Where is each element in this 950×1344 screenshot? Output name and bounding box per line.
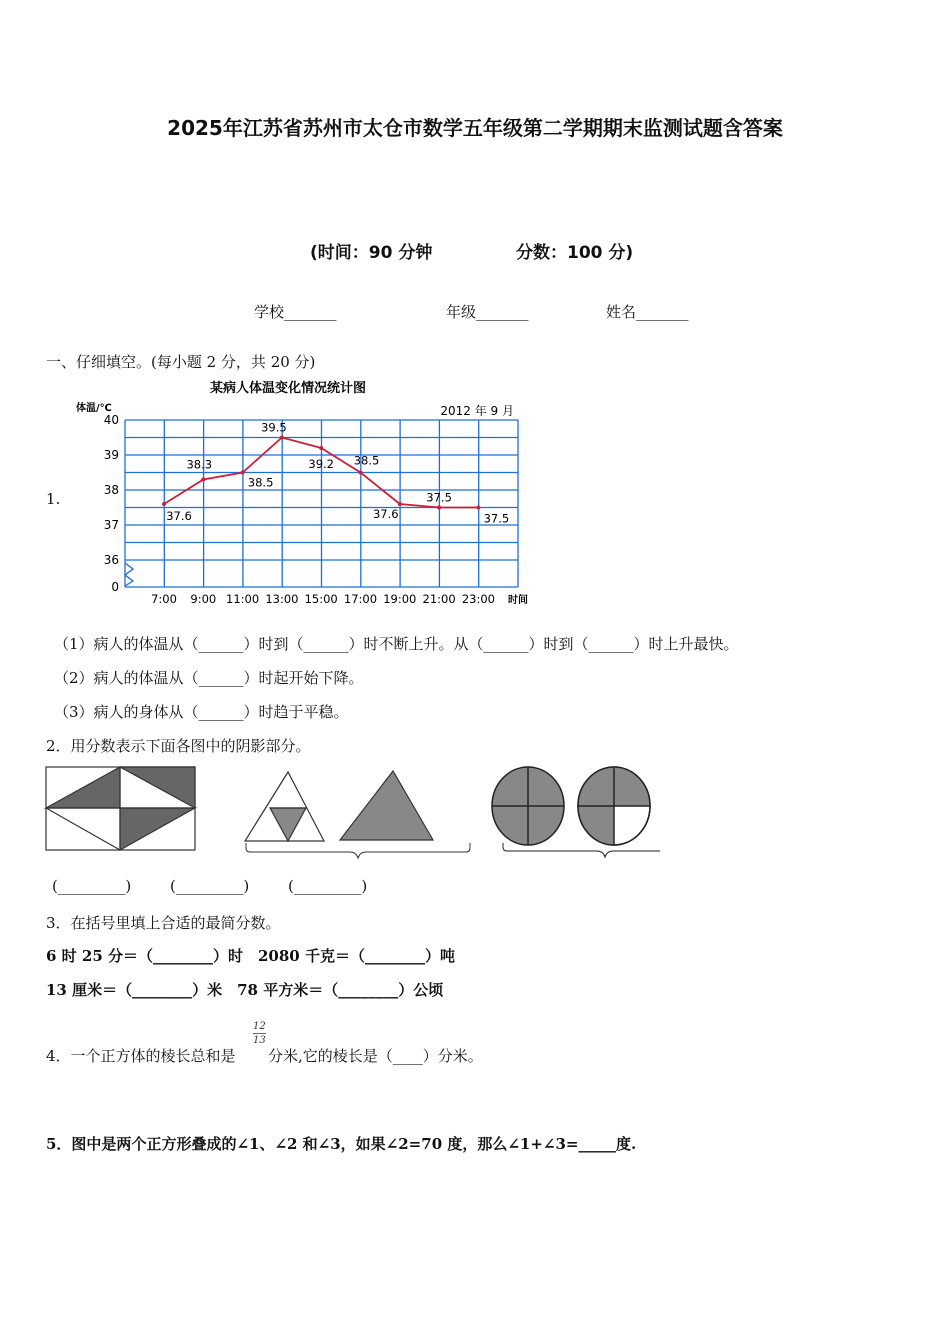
q3-line-2: 13 厘米＝（________）米 78 平方米＝（________）公顷 bbox=[46, 981, 444, 999]
q4-text-before: 4．一个正方体的棱长总和是 bbox=[46, 1047, 236, 1065]
q2-blank-3[interactable]: (_________) bbox=[288, 877, 368, 895]
y-tick-label: 0 bbox=[111, 580, 119, 594]
data-label: 37.5 bbox=[426, 490, 452, 505]
q5-text: 5．图中是两个正方形叠成的∠1、∠2 和∠3，如果∠2=70 度，那么∠1+∠3=_____度. bbox=[46, 1135, 637, 1153]
data-point bbox=[359, 471, 363, 475]
q1-sub-3: （3）病人的身体从（______）时趋于平稳。 bbox=[54, 703, 349, 721]
data-point bbox=[476, 506, 480, 510]
data-point bbox=[437, 506, 441, 510]
time-label: (时间：90 分钟 bbox=[310, 243, 433, 263]
triangle-figures bbox=[245, 771, 470, 858]
x-tick-label: 19:00 bbox=[383, 592, 417, 606]
data-point bbox=[398, 502, 402, 506]
data-point bbox=[241, 471, 245, 475]
x-tick-label: 7:00 bbox=[151, 592, 177, 606]
fraction-numerator: 12 bbox=[253, 1021, 266, 1032]
x-axis-label: 时间 bbox=[508, 595, 528, 606]
score-label: 分数：100 分) bbox=[516, 243, 634, 263]
q4-fraction bbox=[253, 1020, 266, 1047]
x-tick-label: 9:00 bbox=[190, 592, 217, 606]
page-title: 2025年江苏省苏州市太仓市数学五年级第二学期期末监测试题含答案 bbox=[167, 116, 783, 140]
q4-text-after: 分米,它的棱长是（____）分米。 bbox=[268, 1047, 483, 1065]
data-label: 39.2 bbox=[308, 457, 335, 471]
y-tick-label: 39 bbox=[103, 448, 119, 462]
q3-line-1: 6 时 25 分＝（________）时 2080 千克＝（________）吨 bbox=[46, 947, 455, 965]
grade-field: 年级_______ bbox=[446, 303, 529, 321]
temperature-chart bbox=[0, 0, 950, 620]
data-label: 37.5 bbox=[483, 511, 510, 526]
q1-sub-1: （1）病人的体温从（______）时到（______）时不断上升。从（______）时到（______）时上升最快。 bbox=[54, 635, 739, 653]
y-tick-label: 36 bbox=[103, 553, 119, 567]
chart-title: 某病人体温变化情况统计图 bbox=[209, 381, 367, 396]
x-tick-label: 11:00 bbox=[226, 592, 260, 606]
axis-break-mark bbox=[125, 563, 133, 586]
section-heading: 一、仔细填空。(每小题 2 分，共 20 分) bbox=[46, 353, 316, 371]
x-tick-label: 15:00 bbox=[304, 592, 338, 606]
fraction-figures bbox=[40, 760, 660, 860]
name-field: 姓名_______ bbox=[606, 303, 689, 321]
circle-figures bbox=[492, 767, 660, 857]
data-point bbox=[162, 502, 166, 506]
y-tick-label: 40 bbox=[103, 413, 119, 427]
data-label: 37.6 bbox=[166, 509, 192, 523]
x-tick-label: 13:00 bbox=[265, 592, 299, 606]
q1-sub-2: （2）病人的体温从（______）时起开始下降。 bbox=[54, 669, 364, 687]
data-label: 38.3 bbox=[186, 457, 213, 472]
q1-number: 1. bbox=[46, 490, 61, 508]
data-label: 38.5 bbox=[353, 453, 380, 468]
x-tick-label: 21:00 bbox=[422, 592, 456, 606]
x-tick-label: 23:00 bbox=[461, 592, 495, 606]
data-point bbox=[201, 478, 205, 482]
data-label: 38.5 bbox=[247, 475, 274, 490]
chart-subtitle: 2012 年 9 月 bbox=[440, 404, 514, 418]
q2-blank-2[interactable]: (_________) bbox=[170, 877, 250, 895]
data-point bbox=[280, 436, 284, 440]
x-tick-label: 17:00 bbox=[343, 592, 378, 606]
school-field: 学校_______ bbox=[254, 303, 337, 321]
fraction-denominator: 13 bbox=[253, 1035, 266, 1046]
data-label: 37.6 bbox=[372, 507, 399, 521]
data-point bbox=[319, 446, 323, 450]
y-tick-label: 37 bbox=[103, 518, 119, 532]
rectangle-figure bbox=[46, 767, 195, 850]
data-label: 39.5 bbox=[261, 420, 287, 435]
q2-blank-1[interactable]: (_________) bbox=[52, 877, 132, 895]
y-tick-label: 38 bbox=[103, 483, 119, 497]
y-axis-label: 体温/℃ bbox=[76, 403, 112, 414]
q3-text: 3．在括号里填上合适的最简分数。 bbox=[46, 914, 281, 932]
q2-text: 2．用分数表示下面各图中的阴影部分。 bbox=[46, 737, 311, 755]
